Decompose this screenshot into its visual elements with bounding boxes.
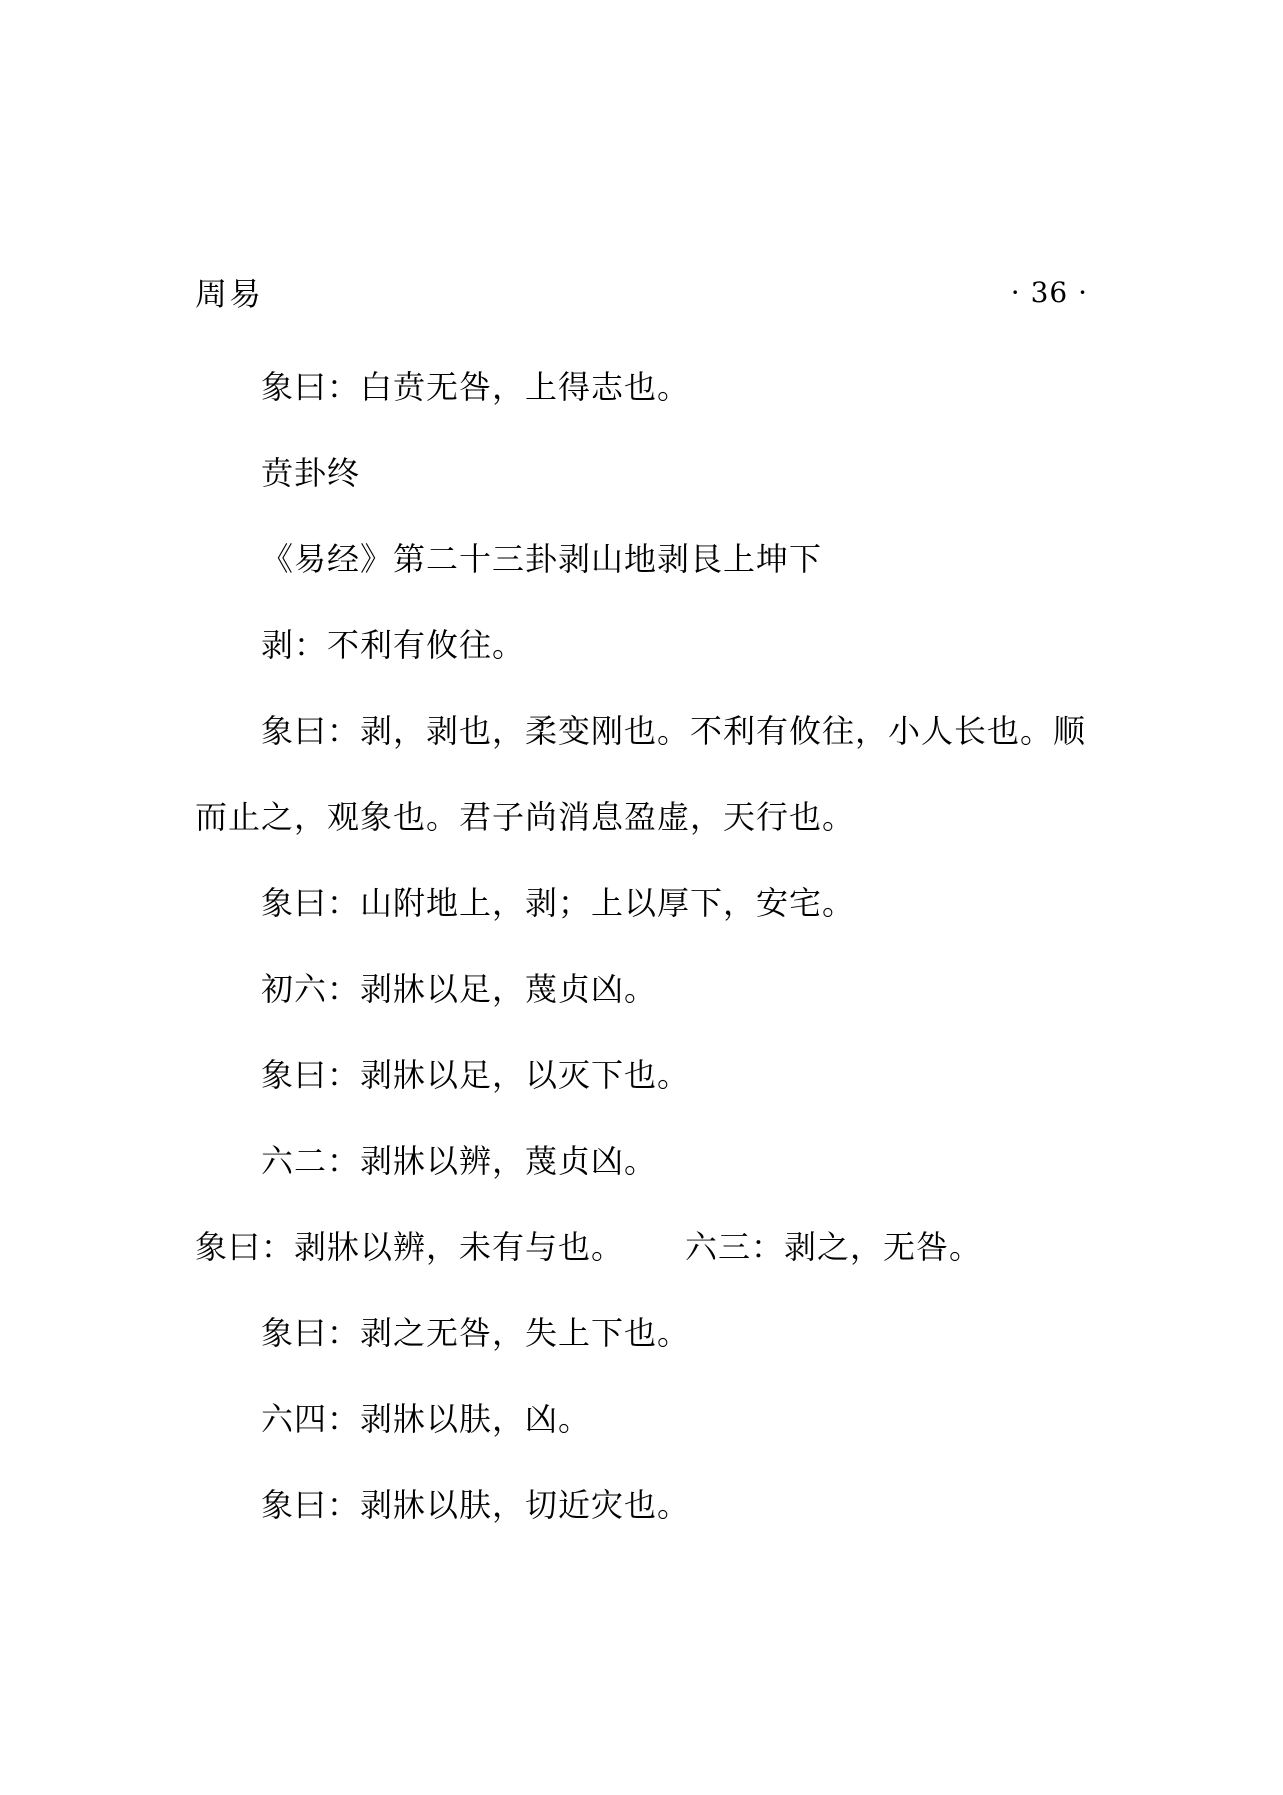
text-line: 《易经》第二十三卦剥山地剥艮上坤下 [261, 540, 823, 578]
running-title: 周易 [195, 275, 264, 313]
text-line: 象曰：剥牀以足，以灭下也。 [261, 1056, 691, 1094]
text-line: 剥：不利有攸往。 [261, 626, 526, 664]
text-line: 而止之，观象也。君子尚消息盈虚，天行也。 [195, 798, 856, 836]
text-line: 六二：剥牀以辨，蔑贞凶。 [261, 1142, 658, 1180]
text-line: 象曰：白贲无咎，上得志也。 [261, 368, 691, 406]
text-line: 初六：剥牀以足，蔑贞凶。 [261, 970, 658, 1008]
text-segment-right: 六三：剥之，无咎。 [685, 1228, 983, 1266]
text-line: 贲卦终 [261, 454, 361, 492]
text-line: 象曰：剥之无咎，失上下也。 [261, 1314, 691, 1352]
body-text [195, 344, 1088, 1548]
page-number: · 36 · [1010, 275, 1088, 309]
page-header [195, 268, 1088, 316]
text-line: 象曰：山附地上，剥；上以厚下，安宅。 [261, 884, 856, 922]
text-line-split [195, 1204, 1088, 1290]
text-line: 六四：剥牀以肤，凶。 [261, 1400, 592, 1438]
text-line: 象曰：剥，剥也，柔变刚也。不利有攸往，小人长也。顺 [261, 712, 1087, 750]
text-segment-left: 象曰：剥牀以辨，未有与也。 [195, 1228, 625, 1266]
text-line: 象曰：剥牀以肤，切近灾也。 [261, 1486, 691, 1524]
